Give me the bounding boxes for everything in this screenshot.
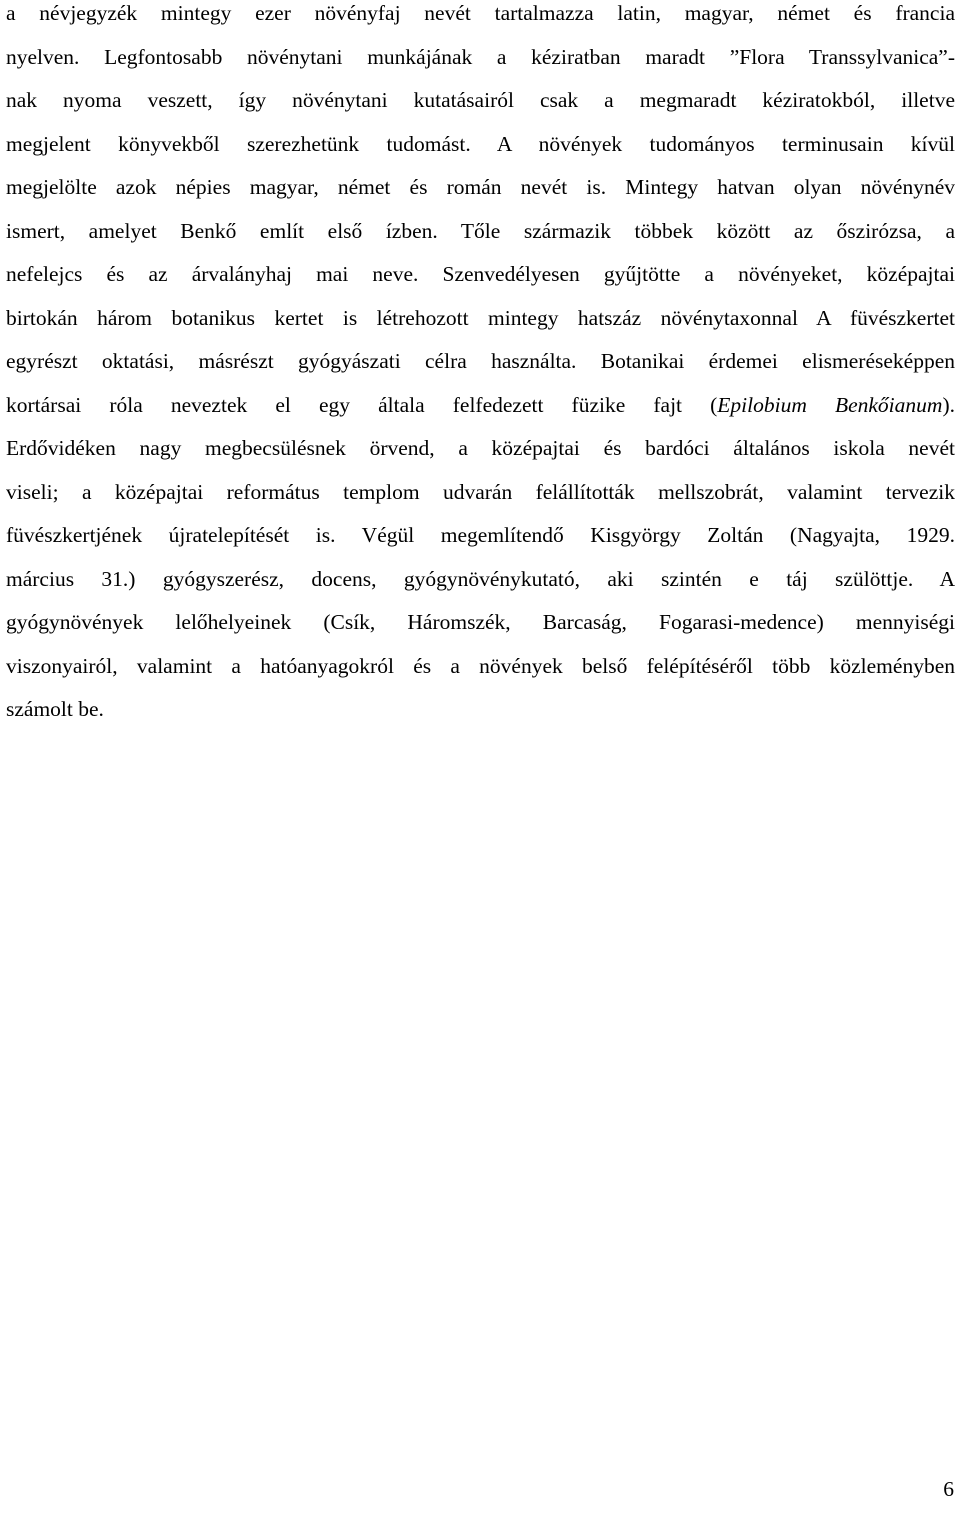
text-line: ismert, amelyet Benkő említ első ízben. Tőle származik többek között az őszirózsa, a (6, 218, 955, 243)
text-line-species (6, 392, 955, 436)
text-line: megjelölte azok népies magyar, német és román nevét is. Mintegy hatvan olyan növénynév (6, 175, 955, 199)
text-line: a névjegyzék mintegy ezer növényfaj nevét tartalmazza latin, magyar, német és francia (6, 1, 955, 25)
text-line: birtokán három botanikus kertet is létrehozott mintegy hatszáz növénytaxonnal A füvészkertet (6, 305, 955, 330)
text-line: nyelven. Legfontosabb növénytani munkájának a kéziratban maradt ”Flora Transsylvanica”- (6, 44, 955, 69)
text-line: március 31.) gyógyszerész, docens, gyógynövénykutató, aki szintén e táj szülöttje. A (6, 566, 955, 591)
text-line: nefelejcs és az árvalányhaj mai neve. Szenvedélyesen gyűjtötte a növényeket, középajtai (6, 262, 955, 286)
species-name-italic: Epilobium Benkőianum (717, 392, 943, 417)
text-line: egyrészt oktatási, másrészt gyógyászati célra használta. Botanikai érdemei elismeréseképpen (6, 349, 955, 373)
text-segment: ). (942, 392, 955, 417)
body-paragraph (6, 0, 955, 740)
text-segment: kortársai róla neveztek el egy általa felfedezett füzike fajt ( (6, 392, 718, 417)
text-line: viszonyairól, valamint a hatóanyagokról és a növények belső felépítéséről több közleményben (6, 653, 955, 678)
text-line: gyógynövények lelőhelyeinek (Csík, Háromszék, Barcaság, Fogarasi-medence) mennyiségi (6, 610, 955, 634)
text-line: nak nyoma veszett, így növénytani kutatásairól csak a megmaradt kéziratokból, illetve (6, 88, 955, 112)
text-line: Erdővidéken nagy megbecsülésnek örvend, a középajtai és bardóci általános iskola nevét (6, 436, 955, 460)
text-line: füvészkertjének újratelepítését is. Végül megemlítendő Kisgyörgy Zoltán (Nagyajta, 1929. (6, 523, 955, 547)
page-number: 6 (943, 1477, 954, 1501)
text-line: megjelent könyvekből szerezhetünk tudomást. A növények tudományos terminusain kívül (6, 131, 955, 156)
text-line-last: számolt be. (6, 697, 104, 721)
text-line: viseli; a középajtai református templom udvarán felállították mellszobrát, valamint tervezik (6, 479, 955, 504)
